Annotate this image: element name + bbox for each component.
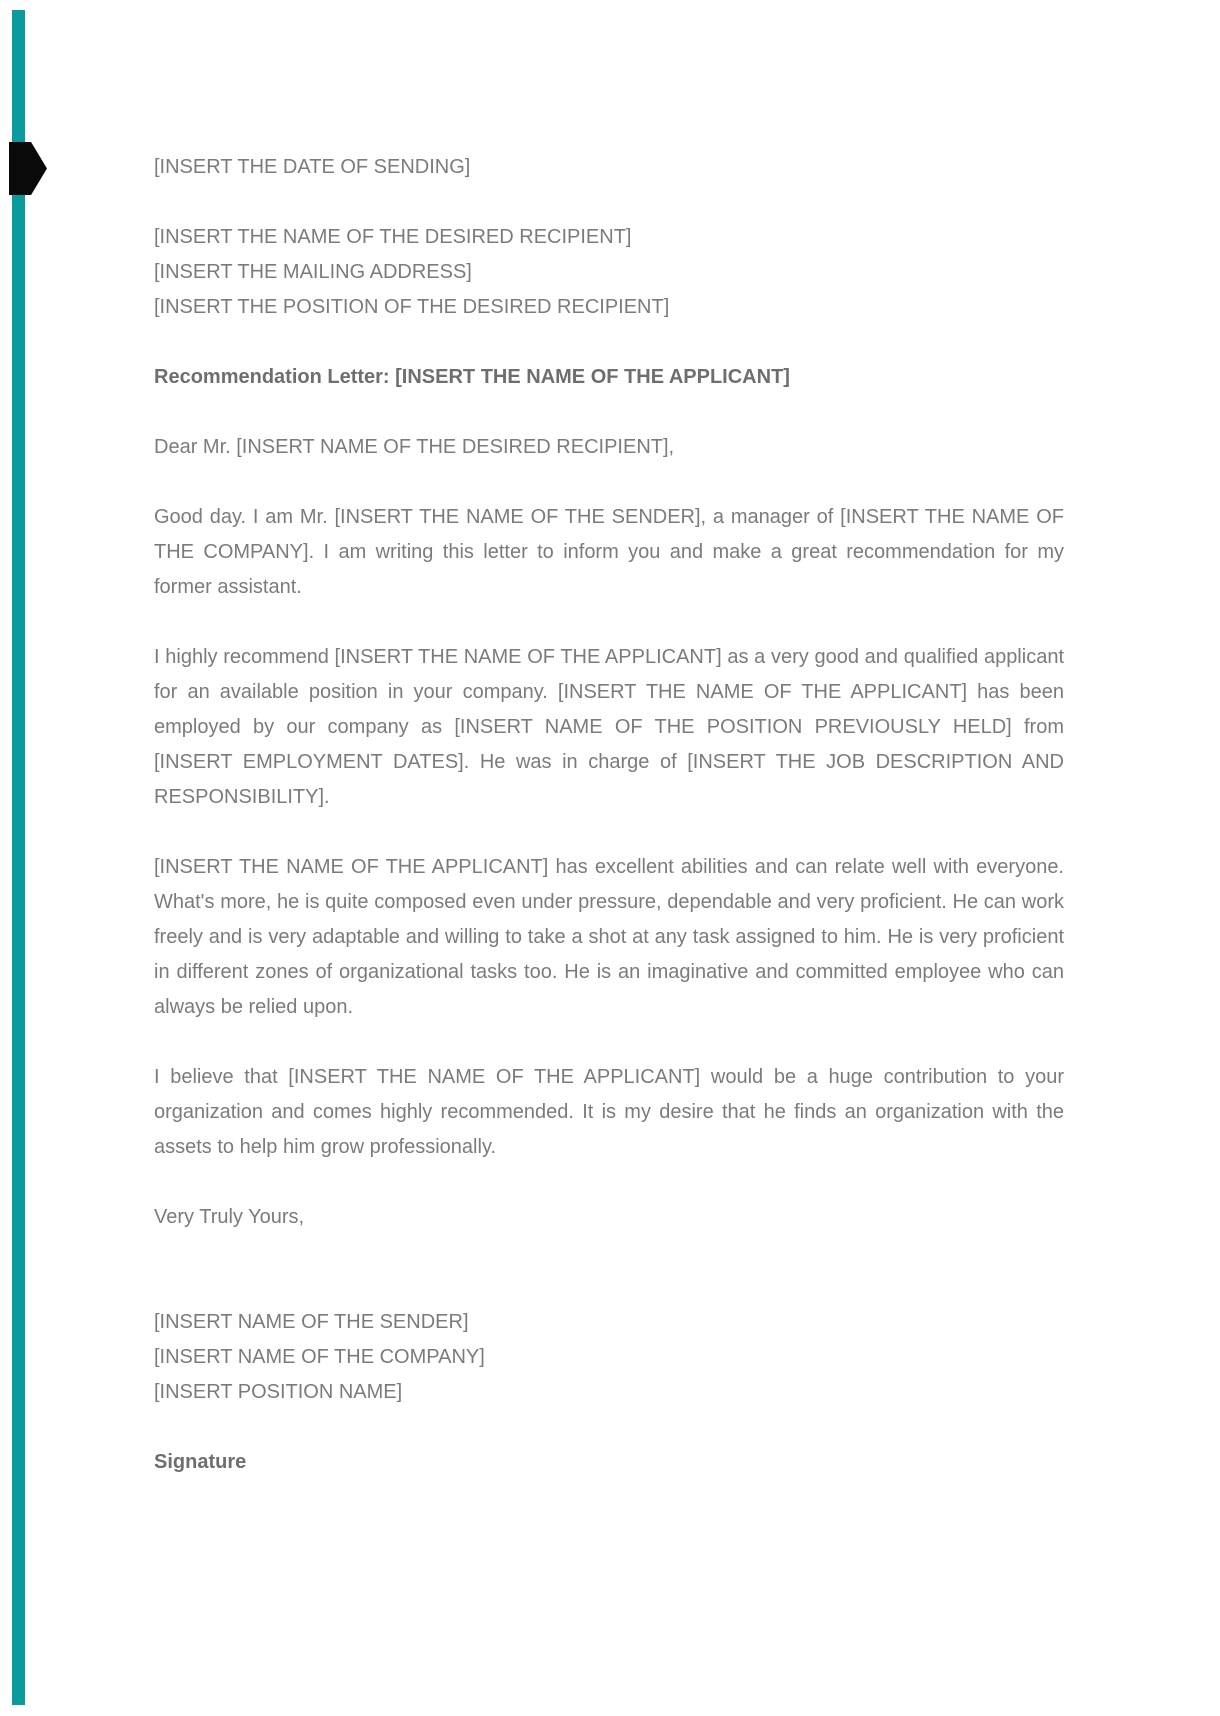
paragraph-recommendation: I highly recommend [INSERT THE NAME OF THE APPLICANT] as a very good and qualified applicant for an available position in your company. [INSERT THE NAME OF THE APPLICANT] has been employed by our company as [INSERT NAME OF THE POSITION PREVIOUSLY HELD] from [INSERT EMPLOYMENT DATES]. He was in charge of [INSERT THE JOB DESCRIPTION AND RESPONSIBILITY]. (154, 646, 1064, 808)
paragraph-abilities: [INSERT THE NAME OF THE APPLICANT] has excellent abilities and can relate well with everyone. What's more, he is quite composed even under pressure, dependable and very proficient. He can work freely and is very adaptable and willing to take a shot at any task assigned to him. He is very proficient in different zones of organizational tasks too. He is an imaginative and committed employee who can always be relied upon. (154, 856, 1064, 1018)
date-placeholder-line: [INSERT THE DATE OF SENDING] (154, 156, 471, 178)
closing-line: Very Truly Yours, (154, 1206, 305, 1228)
sender-company-line: [INSERT NAME OF THE COMPANY] (154, 1346, 485, 1368)
salutation-line: Dear Mr. [INSERT NAME OF THE DESIRED RECIPIENT], (154, 436, 675, 458)
sender-block (154, 1305, 1064, 1410)
sender-name-line: [INSERT NAME OF THE SENDER] (154, 1311, 469, 1333)
left-accent-bar (12, 10, 25, 1705)
arrow-right-icon (9, 142, 47, 195)
subject-line: Recommendation Letter: [INSERT THE NAME OF THE APPLICANT] (154, 366, 790, 388)
recipient-name-line: [INSERT THE NAME OF THE DESIRED RECIPIENT] (154, 226, 632, 248)
signature-label: Signature (154, 1451, 247, 1473)
letter-body (154, 0, 1064, 1515)
paragraph-introduction: Good day. I am Mr. [INSERT THE NAME OF THE SENDER], a manager of [INSERT THE NAME OF THE COMPANY]. I am writing this letter to inform you and make a great recommendation for my former assistant. (154, 506, 1064, 598)
recipient-block (154, 220, 1064, 325)
paragraph-contribution: I believe that [INSERT THE NAME OF THE APPLICANT] would be a huge contribution to your organization and comes highly recommended. It is my desire that he finds an organization with the assets to help him grow professionally. (154, 1066, 1064, 1158)
sender-position-line: [INSERT POSITION NAME] (154, 1381, 403, 1403)
recipient-address-line: [INSERT THE MAILING ADDRESS] (154, 261, 472, 283)
recipient-position-line: [INSERT THE POSITION OF THE DESIRED RECIPIENT] (154, 296, 670, 318)
